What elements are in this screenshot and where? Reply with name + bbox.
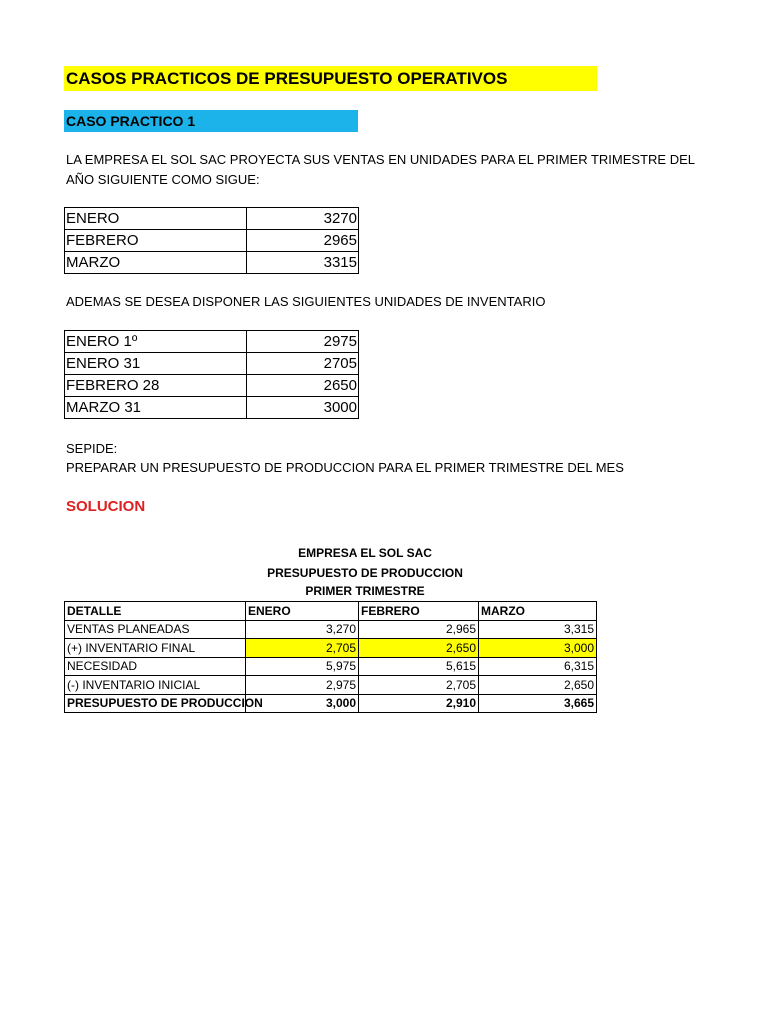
solution-heading: SOLUCION [66,498,146,515]
request-text: PREPARAR UN PRESUPUESTO DE PRODUCCION PARA EL PRIMER TRIMESTRE DEL MES [66,460,624,475]
row-label: (-) INVENTARIO INICIAL [65,676,246,695]
table-row [65,230,359,252]
inventory-units: 2705 [247,353,359,375]
intro-line-1: LA EMPRESA EL SOL SAC PROYECTA SUS VENTAS EN UNIDADES PARA EL PRIMER TRIMESTRE DEL [66,152,695,167]
inventory-intro: ADEMAS SE DESEA DISPONER LAS SIGUIENTES UNIDADES DE INVENTARIO [66,294,546,309]
cell-value-highlighted: 2,650 [359,639,479,658]
cell-value: 5,975 [246,657,359,676]
table-row [65,639,597,658]
sales-units: 3315 [247,252,359,274]
cell-value: 5,615 [359,657,479,676]
row-label: VENTAS PLANEADAS [65,620,246,639]
cell-value: 2,965 [359,620,479,639]
inventory-date: MARZO 31 [65,397,247,419]
table-row [65,620,597,639]
inventory-date: ENERO 31 [65,353,247,375]
sales-month: MARZO [65,252,247,274]
production-budget-table [64,601,597,713]
report-company: EMPRESA EL SOL SAC [298,546,432,560]
cell-value: 2,910 [359,694,479,713]
report-title: PRESUPUESTO DE PRODUCCION [267,566,463,580]
inventory-date: FEBRERO 28 [65,375,247,397]
inventory-units: 2975 [247,331,359,353]
request-label: SEPIDE: [66,441,118,456]
cell-value: 2,975 [246,676,359,695]
cell-value: 3,665 [479,694,597,713]
table-row [65,331,359,353]
sales-table [64,207,359,274]
column-header: ENERO [246,602,359,621]
inventory-units: 3000 [247,397,359,419]
cell-value: 6,315 [479,657,597,676]
sales-month: ENERO [65,208,247,230]
table-row [65,252,359,274]
table-header-row [65,602,597,621]
table-row [65,353,359,375]
column-header: DETALLE [65,602,246,621]
cell-value: 3,315 [479,620,597,639]
inventory-units: 2650 [247,375,359,397]
table-row [65,676,597,695]
cell-value: 2,650 [479,676,597,695]
cell-value: 2,705 [359,676,479,695]
sales-units: 2965 [247,230,359,252]
sales-month: FEBRERO [65,230,247,252]
table-row [65,375,359,397]
row-label: PRESUPUESTO DE PRODUCCION [65,694,246,713]
case-label: CASO PRACTICO 1 [64,110,358,132]
table-row [65,397,359,419]
page-title: CASOS PRACTICOS DE PRESUPUESTO OPERATIVOS [64,66,597,91]
intro-line-2: AÑO SIGUIENTE COMO SIGUE: [66,172,260,187]
cell-value: 3,000 [246,694,359,713]
sales-units: 3270 [247,208,359,230]
cell-value-highlighted: 3,000 [479,639,597,658]
table-row-total [65,694,597,713]
cell-value-highlighted: 2,705 [246,639,359,658]
column-header: MARZO [479,602,597,621]
inventory-date: ENERO 1º [65,331,247,353]
row-label: (+) INVENTARIO FINAL [65,639,246,658]
report-period: PRIMER TRIMESTRE [305,584,425,598]
table-row [65,657,597,676]
table-row [65,208,359,230]
row-label: NECESIDAD [65,657,246,676]
cell-value: 3,270 [246,620,359,639]
inventory-table [64,330,359,419]
column-header: FEBRERO [359,602,479,621]
